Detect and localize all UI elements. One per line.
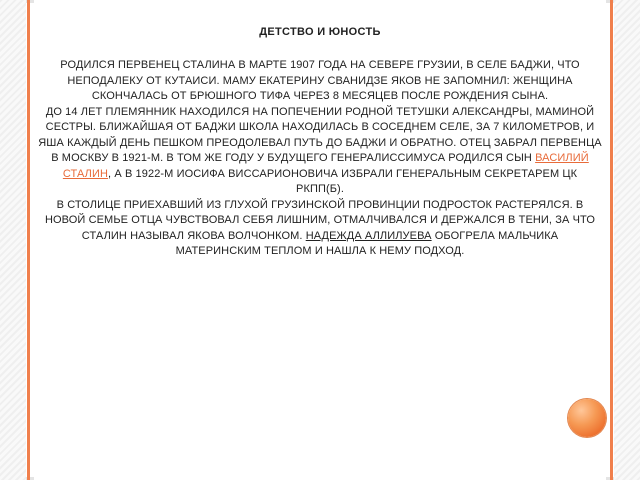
orange-circle-decoration: [568, 399, 606, 437]
paragraph-1: РОДИЛСЯ ПЕРВЕНЕЦ СТАЛИНА В МАРТЕ 1907 ГОДА НА СЕВЕРЕ ГРУЗИИ, В СЕЛЕ БАДЖИ, ЧТО НЕПОДАЛЕКУ ОТ КУТАИСИ. МАМУ ЕКАТЕРИНУ СВАНИДЗЕ ЯКОВ НЕ ЗАПОМНИЛ: ЖЕНЩИНА СКОНЧАЛАСЬ ОТ БРЮШНОГО ТИФА ЧЕРЕЗ 8 МЕСЯЦЕВ ПОСЛЕ РОЖДЕНИЯ СЫНА.: [60, 59, 580, 102]
paragraph-2: [38, 105, 602, 198]
slide-content: [34, 0, 606, 480]
link-nadezhda-allilueva[interactable]: НАДЕЖДА АЛЛИЛУЕВА: [305, 229, 432, 242]
right-decorative-rail: [614, 0, 640, 480]
left-accent-line: [27, 0, 30, 480]
paragraph-3-text: В СТОЛИЦЕ ПРИЕХАВШИЙ ИЗ ГЛУХОЙ ГРУЗИНСКОЙ ПРОВИНЦИИ ПОДРОСТОК РАСТЕРЯЛСЯ. В НОВОЙ СЕМЬЕ ОТЦА ЧУВСТВОВАЛ СЕБЯ ЛИШНИМ, ОТМАЛЧИВАЛСЯ И ДЕРЖАЛСЯ В ТЕНИ, ЗА ЧТО СТАЛИН НАЗЫВАЛ ЯКОВА ВОЛЧОНКОМ.: [44, 198, 595, 242]
slide-title: ДЕТСТВО И ЮНОСТЬ: [259, 26, 381, 38]
paragraph-2-text-end: , А В 1922-М ИОСИФА ВИССАРИОНОВИЧА ИЗБРАЛИ ГЕНЕРАЛЬНЫМ СЕКРЕТАРЕМ ЦК РКПП(Б).: [108, 167, 578, 195]
slide-body: [38, 58, 602, 260]
link-vasily-stalin[interactable]: ВАСИЛИЙ СТАЛИН: [62, 152, 589, 180]
right-accent-line: [610, 0, 613, 480]
paragraph-2-text: ДО 14 ЛЕТ ПЛЕМЯННИК НАХОДИЛСЯ НА ПОПЕЧЕНИИ РОДНОЙ ТЕТУШКИ АЛЕКСАНДРЫ, МАМИНОЙ СЕСТРЫ. БЛИЖАЙШАЯ ОТ БАДЖИ ШКОЛА НАХОДИЛАСЬ В СОСЕДНЕМ СЕЛЕ, ЗА 7 КИЛОМЕТРОВ, И ЯША КАЖДЫЙ ДЕНЬ ПЕШКОМ ПРЕОДОЛЕВАЛ ПУТЬ ДО БАДЖИ И ОБРАТНО. ОТЕЦ ЗАБРАЛ ПЕРВЕНЦА В МОСКВУ В 1921-М. В ТОМ ЖЕ ГОДУ У БУДУЩЕГО ГЕНЕРАЛИССИМУСА РОДИЛСЯ СЫН: [38, 105, 602, 164]
paragraph-3-text-end: ОБОГРЕЛА МАЛЬЧИКА МАТЕРИНСКИМ ТЕПЛОМ И НАШЛА К НЕМУ ПОДХОД.: [175, 229, 559, 257]
left-decorative-rail: [0, 0, 26, 480]
paragraph-3: [38, 198, 602, 260]
